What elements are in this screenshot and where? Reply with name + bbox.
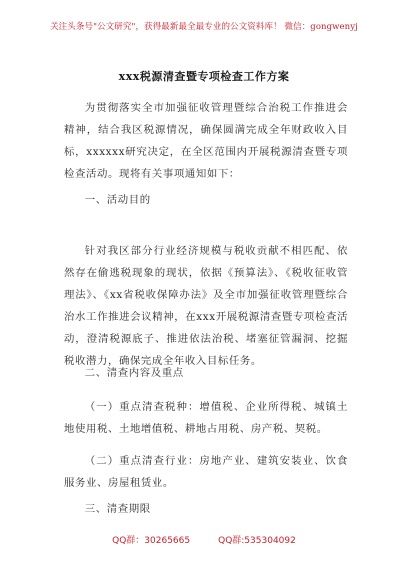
- section-heading-period: 三、清查期限: [84, 503, 151, 515]
- section-heading-content: 二、清查内容及重点: [84, 367, 184, 379]
- header-banner: 关注头条号"公文研究"，获得最新最全最专业的公文资料库！ 微信：gongwenyj: [50, 22, 358, 32]
- qq-group-2: QQ群:535304092: [218, 536, 296, 546]
- paragraph-industries: （二）重点清查行业：房地产业、建筑安装业、饮食服务业、房屋租赁业。: [64, 455, 348, 489]
- paragraph-purpose: 针对我区部分行业经济规模与税收贡献不相匹配、依然存在偷逃税现象的现状，依据《预算法》、《税收征收管理法》、《xx省税收保障办法》及全市加强征收管理暨综合治水工作推进会议精神，在xxx开展税源清查暨专项检查活动，澄清税源底子、推进依法治税、堵塞征管漏洞、挖掘税收潜力，确保完成全年收入目标任务。: [64, 245, 348, 367]
- section-heading-purpose: 一、活动目的: [84, 194, 151, 206]
- paragraph-intro: 为贯彻落实全市加强征收管理暨综合治税工作推进会精神，结合我区税源情况，确保圆满完成全年财政收入目标，xxxxxx研究决定，在全区范围内开展税源清查暨专项检查活动。现将有关事项通知如下：: [64, 102, 348, 180]
- document-title: xxx税源清查暨专项检查工作方案: [118, 70, 290, 83]
- paragraph-tax-types: （一）重点清查税种：增值税、企业所得税、城镇土地使用税、土地增值税、耕地占用税、房产税、契税。: [64, 401, 348, 435]
- footer-qq-groups: [0, 533, 408, 546]
- qq-group-1: QQ群：30265665: [112, 536, 191, 546]
